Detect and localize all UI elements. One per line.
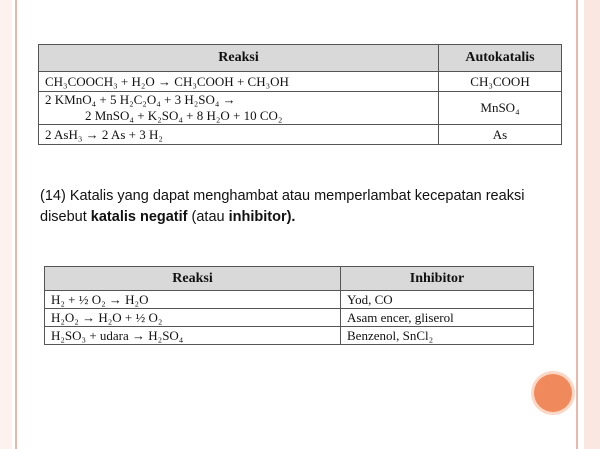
catalyst-cell: MnSO₄ bbox=[439, 92, 562, 125]
table-row bbox=[39, 125, 562, 145]
table-header-row bbox=[39, 45, 562, 72]
reaction-cell: H₂O₂ → H₂O + ½ O₂ bbox=[45, 309, 341, 327]
table-header-row bbox=[45, 267, 534, 291]
slide-right-stripe bbox=[584, 0, 600, 449]
reaction-cell: H₂SO₃ + udara → H₂SO₄ bbox=[45, 327, 341, 345]
header-inhibitor: Inhibitor bbox=[341, 267, 534, 291]
reaction-cell bbox=[39, 72, 439, 92]
reaction-text: CH₃COOCH₃ + H₂O → CH₃COOH + CH₃OH bbox=[45, 73, 289, 89]
term-katalis-negatif: katalis negatif bbox=[90, 209, 188, 225]
paragraph-text: (atau bbox=[187, 209, 229, 225]
inhibitor-cell: Asam encer, gliserol bbox=[341, 309, 534, 327]
catalyst-cell: As bbox=[439, 125, 562, 145]
autokatalis-table bbox=[38, 44, 562, 145]
reaction-text-line-1: 2 KMnO₄ + 5 H₂C₂O₄ + 3 H₂SO₄ → bbox=[45, 92, 236, 107]
reaction-text: 2 AsH₃ → 2 As + 3 H₂ bbox=[45, 126, 163, 142]
inhibitor-table bbox=[44, 266, 534, 345]
catalyst-cell: CH₃COOH bbox=[439, 72, 562, 92]
header-reaksi: Reaksi bbox=[45, 267, 341, 291]
reaction-text-line-2: 2 MnSO₄ + K₂SO₄ + 8 H₂O + 10 CO₂ bbox=[85, 108, 283, 123]
reaction-cell bbox=[39, 125, 439, 145]
inhibitor-cell: Yod, CO bbox=[341, 291, 534, 309]
term-inhibitor: inhibitor). bbox=[228, 209, 296, 225]
table-row bbox=[39, 92, 562, 125]
inhibitor-cell: Benzenol, SnCl₂ bbox=[341, 327, 534, 345]
table-row bbox=[39, 72, 562, 92]
decorative-circle-icon bbox=[534, 374, 572, 412]
inhibitor-definition-paragraph bbox=[40, 186, 540, 228]
header-autokatalis: Autokatalis bbox=[439, 45, 562, 72]
table-row bbox=[45, 327, 534, 345]
header-reaksi: Reaksi bbox=[39, 45, 439, 72]
table-row bbox=[45, 309, 534, 327]
table-row bbox=[45, 291, 534, 309]
reaction-cell bbox=[39, 92, 439, 125]
paragraph-text: (14) Katalis yang dapat menghambat atau memperlambat kecepatan reaksi disebut bbox=[40, 188, 525, 225]
reaction-cell: H₂ + ½ O₂ → H₂O bbox=[45, 291, 341, 309]
slide-left-margin bbox=[0, 0, 12, 449]
